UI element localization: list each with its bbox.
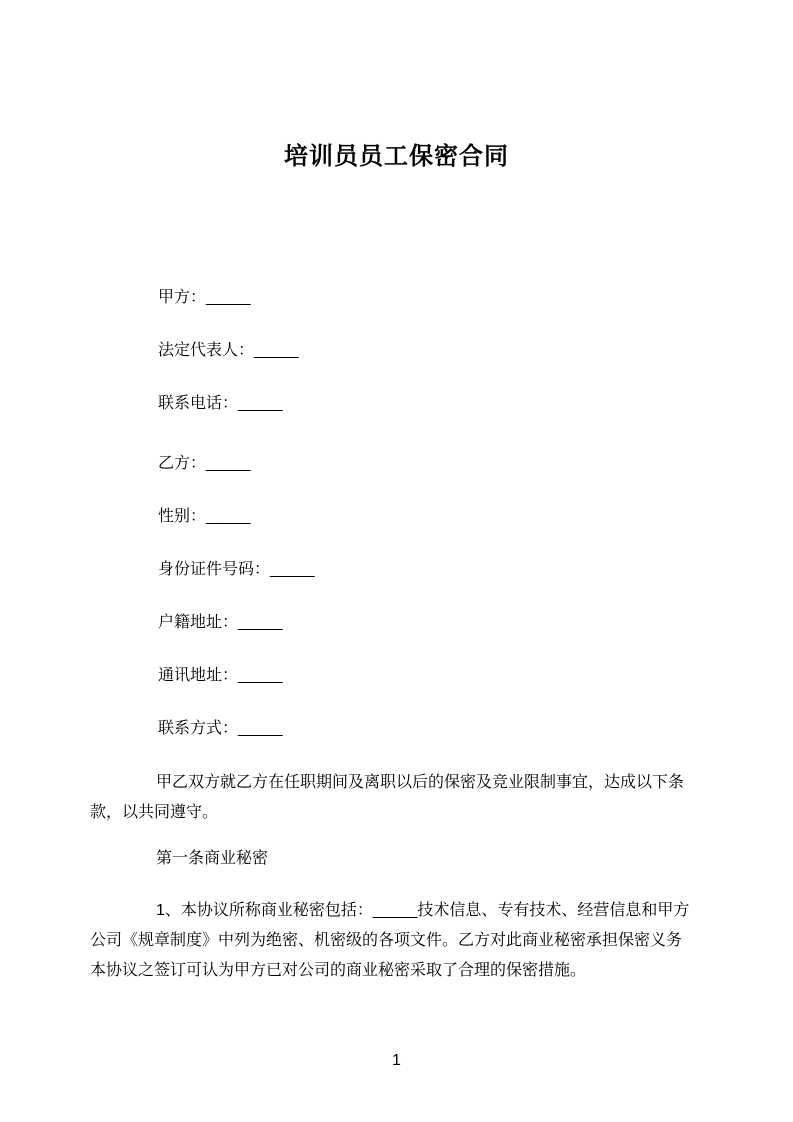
party-info-fields xyxy=(90,281,703,745)
field-label: 联系电话： xyxy=(158,395,239,412)
intro-paragraph xyxy=(90,768,703,828)
article-1-clause-1-paragraph xyxy=(90,896,703,986)
document-title: 培训员员工保密合同 xyxy=(284,143,509,170)
article-1-heading: 第一条商业秘密 xyxy=(156,850,269,867)
paragraph-line: 公司《规章制度》中列为绝密、机密级的各项文件。乙方对此商业秘密承担保密义务 xyxy=(90,932,683,949)
field-label: 通讯地址： xyxy=(158,667,239,684)
field-row-gender xyxy=(90,500,703,533)
field-label: 性别： xyxy=(158,508,207,525)
field-row-mailing-address xyxy=(90,659,703,692)
field-label: 联系方式： xyxy=(158,720,239,737)
field-row-party-b xyxy=(90,447,703,480)
field-row-contact-phone xyxy=(90,387,703,420)
field-blank-line: _____ xyxy=(270,561,315,578)
field-row-party-a xyxy=(90,281,703,314)
field-row-household-address xyxy=(90,606,703,639)
field-row-id-number xyxy=(90,553,703,586)
field-blank-line: _____ xyxy=(238,720,283,737)
field-blank-line: _____ xyxy=(206,289,251,306)
field-blank-line: _____ xyxy=(254,342,299,359)
field-blank-line: _____ xyxy=(238,614,283,631)
paragraph-line: 甲乙双方就乙方在任职期间及离职以后的保密及竞业限制事宜，达成以下条 xyxy=(156,774,685,791)
field-blank-line: _____ xyxy=(206,508,251,525)
field-row-legal-representative xyxy=(90,334,703,367)
field-blank-line: _____ xyxy=(238,395,283,412)
article-1-heading-paragraph xyxy=(90,844,703,874)
field-label: 户籍地址： xyxy=(158,614,239,631)
field-label: 甲方： xyxy=(158,289,207,306)
field-label: 法定代表人： xyxy=(158,342,255,359)
field-blank-line: _____ xyxy=(238,667,283,684)
field-label: 身份证件号码： xyxy=(158,561,271,578)
field-label: 乙方： xyxy=(158,455,207,472)
paragraph-line: 本协议之签订可认为甲方已对公司的商业秘密采取了合理的保密措施。 xyxy=(90,962,587,979)
field-blank-line: _____ xyxy=(206,455,251,472)
paragraph-line: 款，以共同遵守。 xyxy=(90,804,219,821)
contract-body xyxy=(90,768,703,986)
paragraph-line: 1、本协议所称商业秘密包括：_____技术信息、专有技术、经营信息和甲方 xyxy=(156,902,690,919)
field-row-contact-method xyxy=(90,712,703,745)
page-number: 1 xyxy=(392,1052,401,1069)
document-content xyxy=(90,0,703,1005)
